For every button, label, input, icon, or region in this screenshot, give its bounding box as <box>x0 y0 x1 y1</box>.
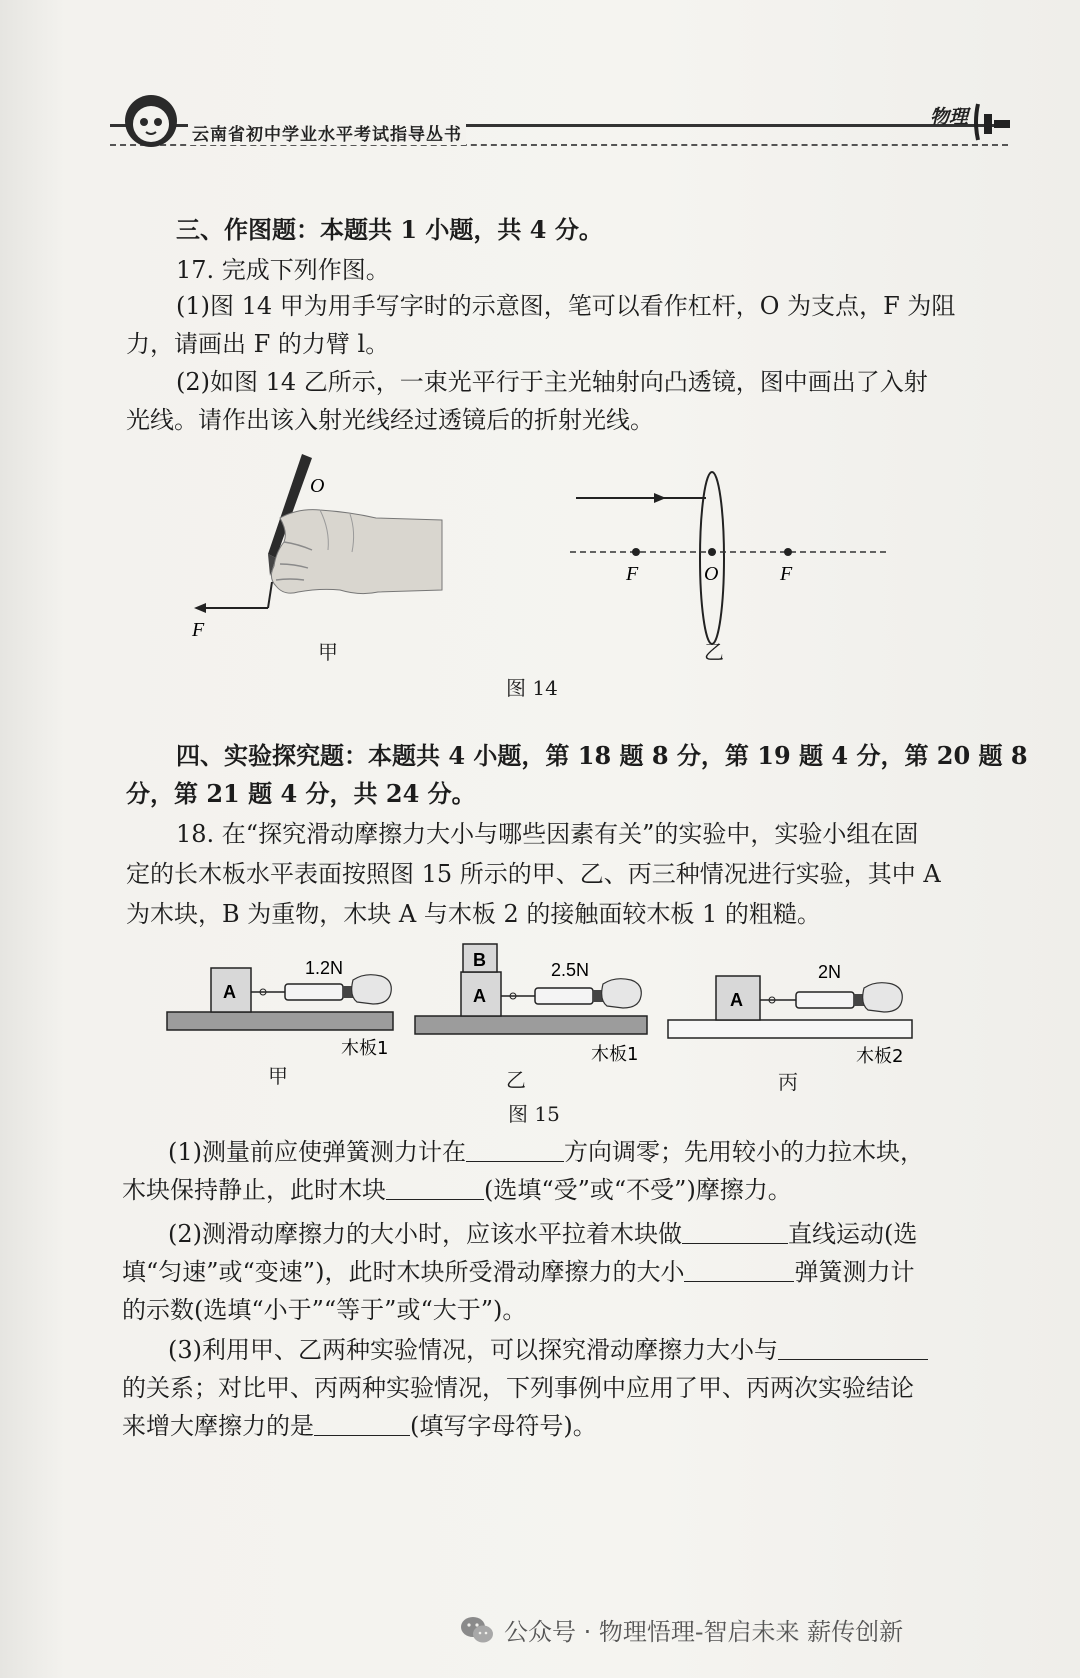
q17-title: 17. 完成下列作图。 <box>176 256 390 284</box>
fig15-jia-diagram <box>165 950 400 1070</box>
q18-part2-line2 <box>122 1256 914 1288</box>
q18-p2-text-b: 直线运动(选 <box>788 1220 918 1248</box>
q18-part3-line2: 的关系；对比甲、丙两种实验情况，下列事例中应用了甲、丙两次实验结论 <box>122 1374 914 1402</box>
book-series-title: 云南省初中学业水平考试指导丛书 <box>188 120 466 145</box>
q18-p2-text-a: (2)测滑动摩擦力的大小时，应该水平拉着木块做 <box>168 1220 682 1248</box>
fig15-bing-caption: 丙 <box>778 1070 798 1094</box>
weight-B-label-yi: B <box>473 950 486 970</box>
answer-blank-5[interactable] <box>778 1336 928 1360</box>
q18-line3: 为木块，B 为重物，木块 A 与木板 2 的接触面较木板 1 的粗糙。 <box>126 900 821 928</box>
board-2-bing <box>668 1020 912 1038</box>
page-header <box>100 90 1020 160</box>
board-label-jia: 木板1 <box>341 1038 389 1059</box>
spring-scale-jia <box>285 984 343 1000</box>
q18-line2: 定的长木板水平表面按照图 15 所示的甲、乙、丙三种情况进行实验，其中 A <box>126 860 941 888</box>
q18-p1-text-c: 木块保持静止，此时木块 <box>122 1176 386 1204</box>
fig14-jia-label-O: O <box>310 475 325 497</box>
wechat-icon <box>460 1615 494 1645</box>
section3-title: 三、作图题：本题共 1 小题，共 4 分。 <box>176 215 603 244</box>
fig15-yi-caption: 乙 <box>506 1068 526 1092</box>
q18-p2-text-c: 填“匀速”或“变速”)，此时木块所受滑动摩擦力的大小 <box>122 1258 685 1286</box>
section4-title-line1: 四、实验探究题：本题共 4 小题，第 18 题 8 分，第 19 题 4 分，第 20 题 8 <box>176 741 1028 770</box>
q18-part3-line3 <box>122 1410 597 1442</box>
answer-blank-6[interactable] <box>314 1412 410 1436</box>
block-A-label-jia: A <box>223 982 236 1002</box>
q18-p3-text-d: (填写字母符号)。 <box>410 1412 597 1440</box>
spring-scale-yi <box>535 988 593 1004</box>
q18-p1-text-d: (选填“受”或“不受”)摩擦力。 <box>484 1176 792 1204</box>
q17-part1-line2: 力，请画出 F 的力臂 l。 <box>126 330 390 358</box>
q18-part1-line2 <box>122 1174 792 1206</box>
q18-part1-line1 <box>168 1136 924 1168</box>
q18-part2-line3: 的示数(选填“小于”“等于”或“大于”)。 <box>122 1296 527 1324</box>
wechat-watermark <box>460 1612 903 1647</box>
fig14-hand-pen-diagram <box>180 440 460 640</box>
q17-part2-line1: (2)如图 14 乙所示，一束光平行于主光轴射向凸透镜，图中画出了入射 <box>176 368 928 396</box>
force-label-bing: 2N <box>818 962 842 982</box>
q18-part3-line1 <box>168 1334 928 1366</box>
q18-p1-text-a: (1)测量前应使弹簧测力计在 <box>168 1138 466 1166</box>
subject-label: 物理 <box>929 106 968 128</box>
answer-blank-4[interactable] <box>684 1258 794 1282</box>
block-A-label-bing: A <box>730 990 743 1010</box>
board-label-bing: 木板2 <box>856 1046 904 1067</box>
answer-blank-3[interactable] <box>682 1220 788 1244</box>
fig14-yi-caption: 乙 <box>704 640 724 664</box>
q17-part1-line1: (1)图 14 甲为用手写字时的示意图，笔可以看作杠杆，O 为支点，F 为阻 <box>176 292 956 320</box>
fig15-caption: 图 15 <box>508 1102 560 1126</box>
section4-title-line2: 分，第 21 题 4 分，共 24 分。 <box>126 779 476 808</box>
pulling-hand-yi <box>602 979 642 1008</box>
fig14-jia-label-F: F <box>192 619 205 640</box>
q18-p3-text-a: (3)利用甲、乙两种实验情况，可以探究滑动摩擦力大小与 <box>168 1336 778 1364</box>
q18-line1: 18. 在“探究滑动摩擦力大小与哪些因素有关”的实验中，实验小组在固 <box>176 820 919 848</box>
q18-p1-text-b: 方向调零；先用较小的力拉木块， <box>564 1138 924 1166</box>
spring-scale-bing <box>796 992 854 1008</box>
fig15-jia-caption: 甲 <box>268 1064 288 1088</box>
fig14-jia-caption: 甲 <box>318 640 338 664</box>
fig14-yi-label-F-right: F <box>780 563 793 585</box>
fig15-yi-diagram <box>413 940 653 1070</box>
q18-p3-text-c: 来增大摩擦力的是 <box>122 1412 314 1440</box>
q18-p2-text-d: 弹簧测力计 <box>794 1258 915 1286</box>
q17-part2-line2: 光线。请作出该入射光线经过透镜后的折射光线。 <box>126 406 654 434</box>
q18-part2-line1 <box>168 1218 917 1250</box>
board-label-yi: 木板1 <box>591 1044 639 1065</box>
board-1-yi <box>415 1016 647 1034</box>
force-label-yi: 2.5N <box>551 960 590 980</box>
owl-logo-icon <box>122 92 180 150</box>
watermark-text: 公众号 · 物理悟理-智启未来 薪传创新 <box>504 1618 904 1646</box>
pulling-hand-bing <box>863 983 903 1012</box>
force-label-jia: 1.2N <box>305 958 344 978</box>
block-A-label-yi: A <box>473 986 486 1006</box>
fig14-yi-label-O: O <box>704 563 719 585</box>
board-1-jia <box>167 1012 393 1030</box>
fig14-caption: 图 14 <box>506 676 558 700</box>
hand-shape <box>271 510 442 594</box>
bracket-mark-icon <box>972 98 1012 146</box>
fig14-yi-label-F-left: F <box>626 563 639 585</box>
answer-blank-2[interactable] <box>386 1176 484 1200</box>
fig15-bing-diagram <box>666 956 916 1076</box>
answer-blank-1[interactable] <box>466 1138 564 1162</box>
fig14-convex-lens-diagram <box>570 468 890 668</box>
pulling-hand-jia <box>352 975 392 1004</box>
